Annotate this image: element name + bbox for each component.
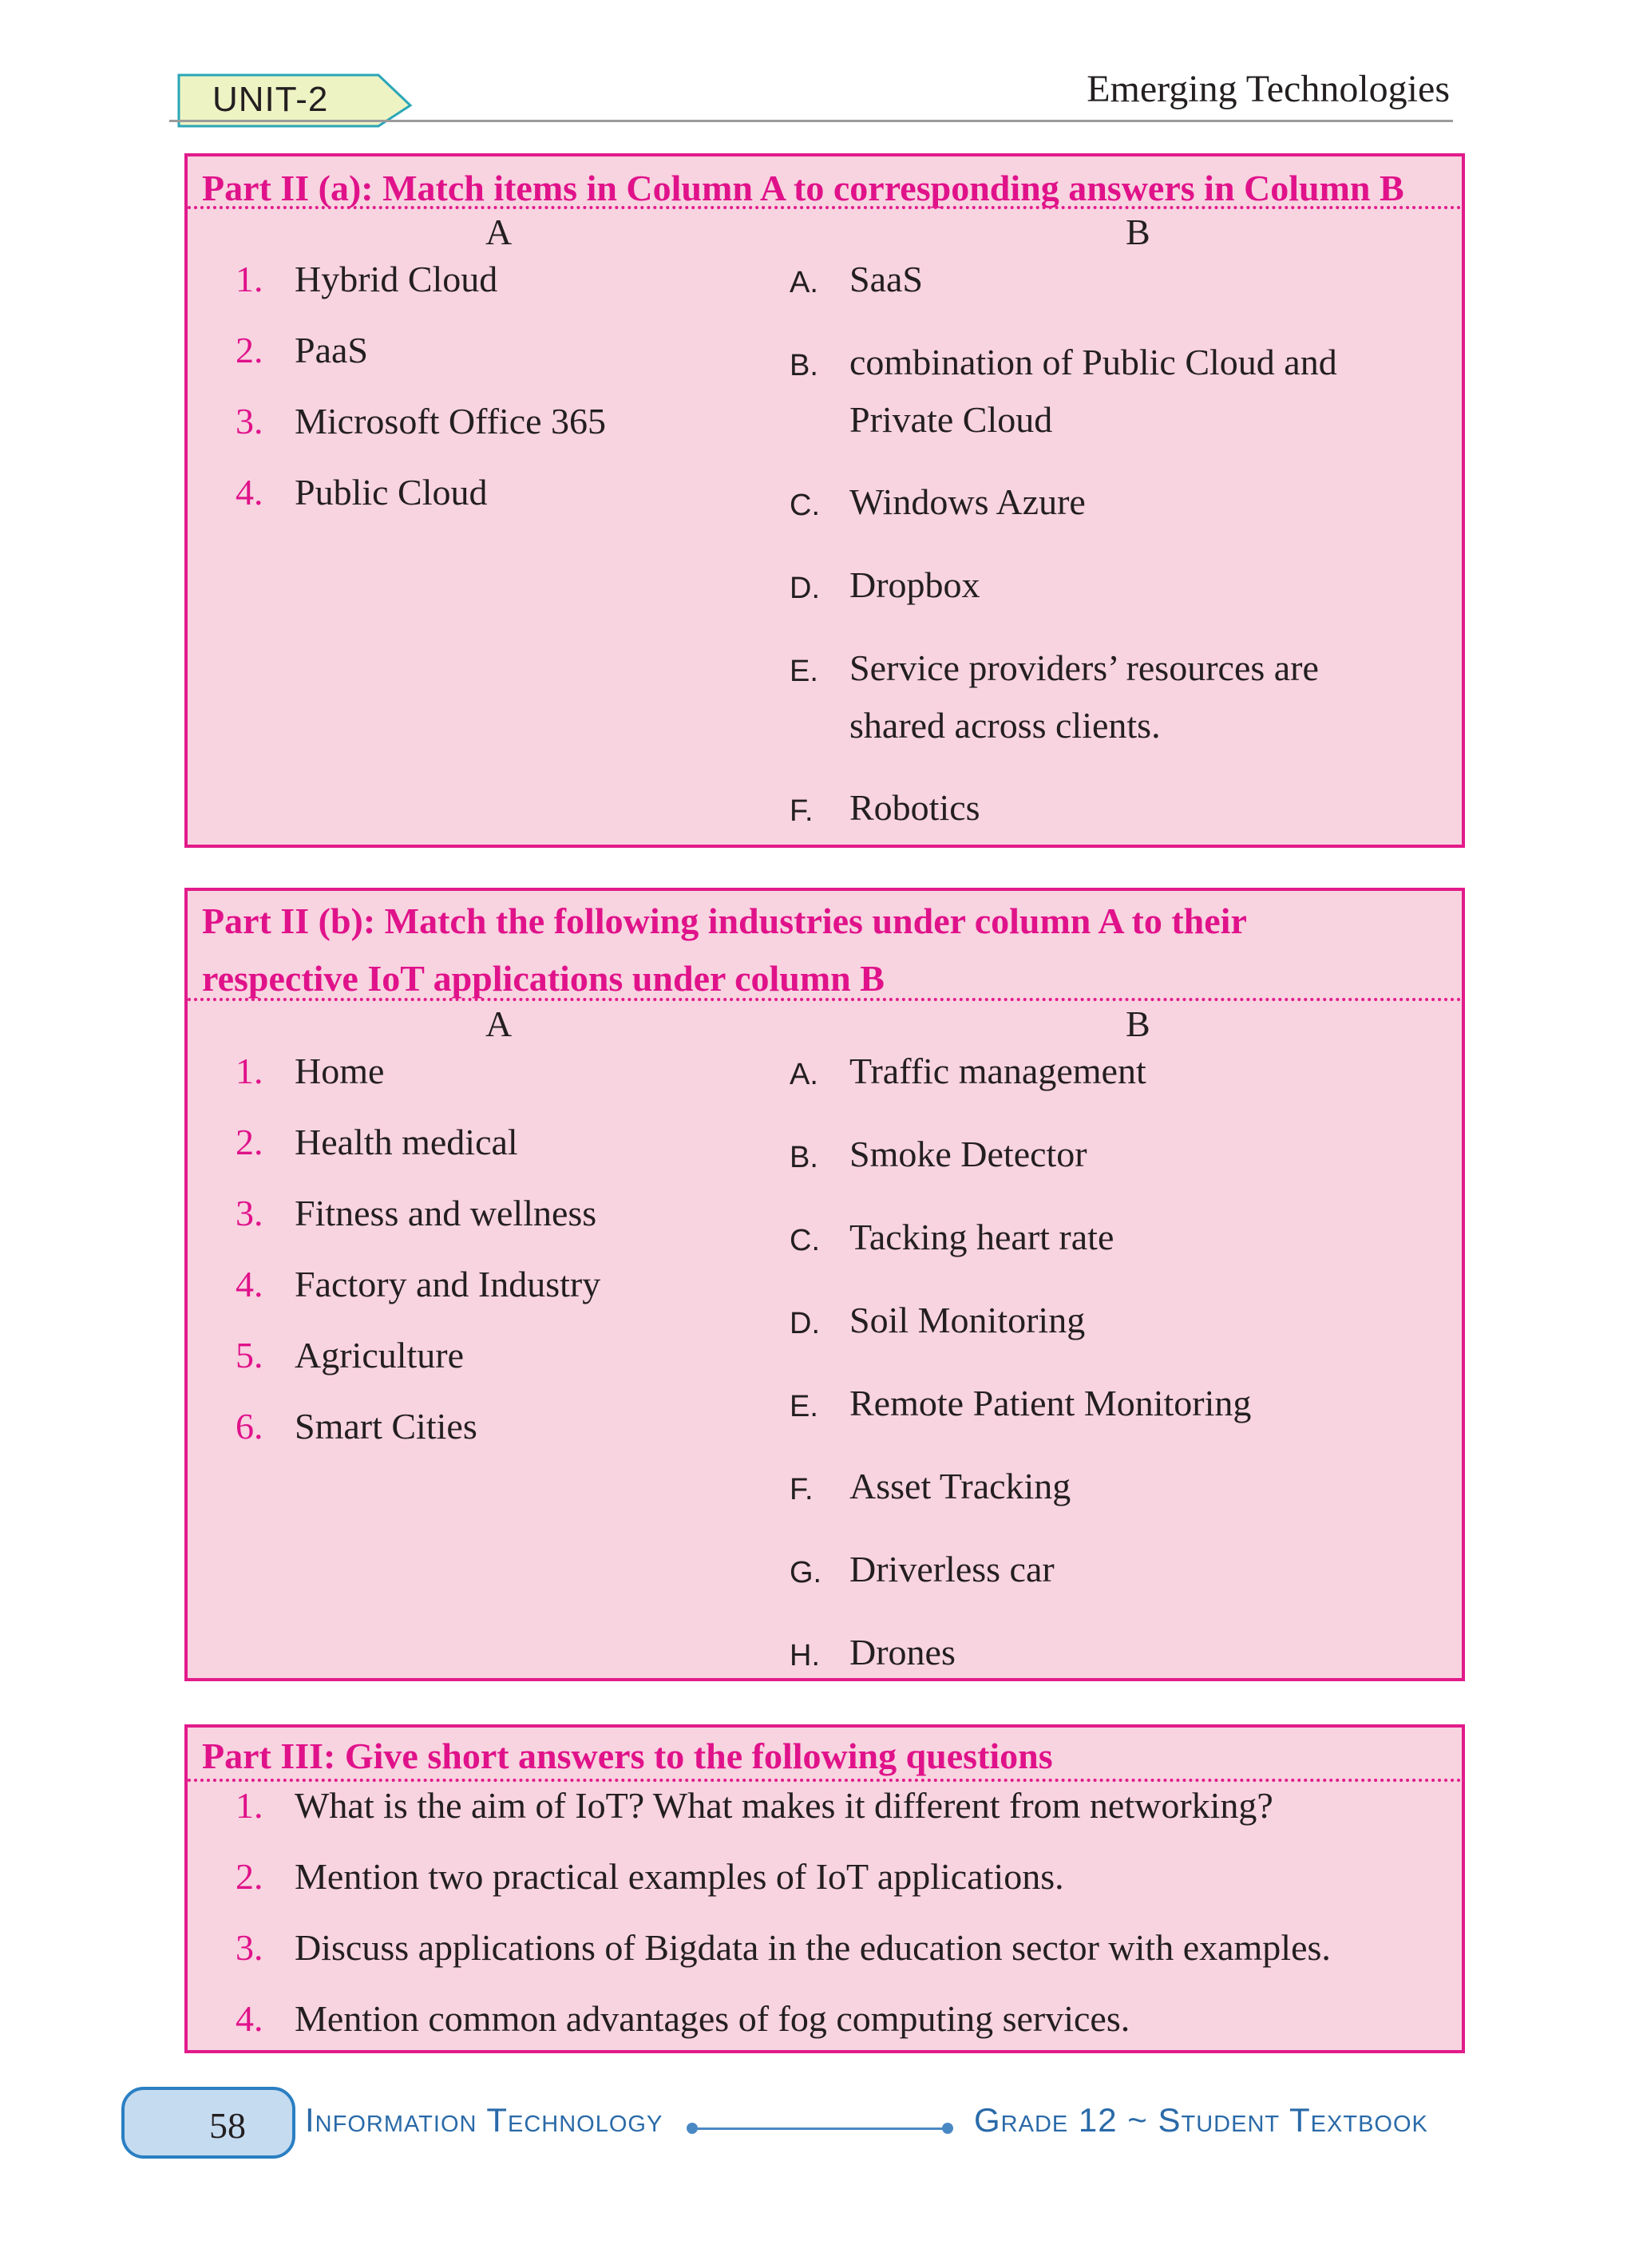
part3-heading: Part III: Give short answers to the following questions [202, 1736, 1053, 1776]
question-text: Mention common advantages of fog computing services. [295, 1998, 1130, 2039]
unit-label: UNIT-2 [212, 80, 329, 119]
answer-text: Soil Monitoring [849, 1300, 1086, 1340]
item-number: 4. [236, 1264, 263, 1304]
part2b-box [184, 888, 1465, 1681]
answer-text: Dropbox [849, 564, 980, 605]
page-number-badge [121, 2087, 295, 2159]
item-text: Agriculture [295, 1335, 465, 1375]
answer-letter: E. [790, 655, 818, 688]
answer-text: Driverless car [849, 1549, 1055, 1589]
item-number: 3. [236, 401, 263, 441]
answer-letter: C. [790, 1224, 820, 1257]
item-number: 6. [236, 1406, 263, 1447]
part2b-heading-line2: respective IoT applications under column B [202, 958, 885, 999]
question-text: Discuss applications of Bigdata in the education sector with examples. [295, 1927, 1331, 1968]
item-number: 4. [236, 472, 263, 513]
part2a-heading: Part II (a): Match items in Column A to corresponding answers in Column B [202, 168, 1404, 208]
item-number: 5. [236, 1335, 263, 1375]
footer-connector-line [691, 2127, 947, 2130]
answer-text: SaaS [849, 259, 923, 299]
answer-text-cont: shared across clients. [849, 705, 1161, 746]
footer-grade: Grade 12 ~ Student Textbook [974, 2101, 1428, 2139]
page-number: 58 [209, 2105, 246, 2146]
answer-letter: B. [790, 349, 818, 382]
part3-box [184, 1724, 1465, 2053]
item-text: Home [295, 1051, 385, 1091]
item-number: 2. [236, 1122, 263, 1162]
answer-text: Tacking heart rate [849, 1217, 1114, 1257]
answer-letter: B. [790, 1141, 818, 1174]
chapter-title: Emerging Technologies [1087, 68, 1450, 110]
question-number: 4. [236, 1998, 263, 2039]
part2a-col-b-label: B [1126, 212, 1150, 252]
footer-subject: Information Technology [305, 2101, 663, 2139]
item-text: Health medical [295, 1122, 518, 1162]
answer-text: Windows Azure [849, 481, 1086, 522]
answer-text: Drones [849, 1632, 956, 1672]
part2a-col-a-label: A [485, 212, 513, 252]
part2b-col-b-label: B [1126, 1003, 1150, 1044]
part2b-col-a-label: A [485, 1003, 513, 1044]
item-number: 1. [236, 259, 263, 299]
item-text: Public Cloud [295, 472, 488, 513]
question-number: 1. [236, 1785, 263, 1826]
answer-letter: A. [790, 266, 818, 299]
answer-letter: D. [790, 572, 820, 605]
answer-letter: F. [790, 794, 814, 828]
answer-letter: E. [790, 1390, 818, 1423]
item-text: Fitness and wellness [295, 1193, 597, 1233]
answer-letter: D. [790, 1307, 820, 1340]
answer-text-cont: Private Cloud [849, 399, 1053, 440]
answer-letter: A. [790, 1058, 818, 1091]
header-divider [169, 120, 1453, 122]
answer-letter: F. [790, 1473, 814, 1506]
answer-text: Smoke Detector [849, 1134, 1087, 1174]
item-text: PaaS [295, 330, 368, 370]
item-text: Microsoft Office 365 [295, 401, 607, 441]
item-text: Hybrid Cloud [295, 259, 498, 299]
question-text: Mention two practical examples of IoT applications. [295, 1856, 1064, 1897]
item-text: Factory and Industry [295, 1264, 601, 1304]
answer-letter: H. [790, 1639, 820, 1672]
answer-letter: G. [790, 1556, 822, 1589]
footer-dot-right [942, 2123, 953, 2134]
part2b-divider [188, 998, 1462, 1001]
item-number: 1. [236, 1051, 263, 1091]
part2a-divider [188, 206, 1462, 209]
answer-text: Service providers’ resources are [849, 647, 1319, 688]
answer-text: combination of Public Cloud and [849, 342, 1337, 382]
question-number: 3. [236, 1927, 263, 1968]
item-number: 3. [236, 1193, 263, 1233]
answer-text: Traffic management [849, 1051, 1146, 1091]
part2a-box [184, 153, 1465, 848]
answer-text: Remote Patient Monitoring [849, 1383, 1252, 1423]
answer-text: Asset Tracking [849, 1466, 1071, 1506]
item-number: 2. [236, 330, 263, 370]
question-number: 2. [236, 1856, 263, 1897]
part2b-heading-line1: Part II (b): Match the following industries under column A to their [202, 900, 1247, 941]
answer-letter: C. [790, 489, 820, 522]
question-text: What is the aim of IoT? What makes it different from networking? [295, 1785, 1273, 1826]
item-text: Smart Cities [295, 1406, 477, 1447]
answer-text: Robotics [849, 787, 980, 828]
